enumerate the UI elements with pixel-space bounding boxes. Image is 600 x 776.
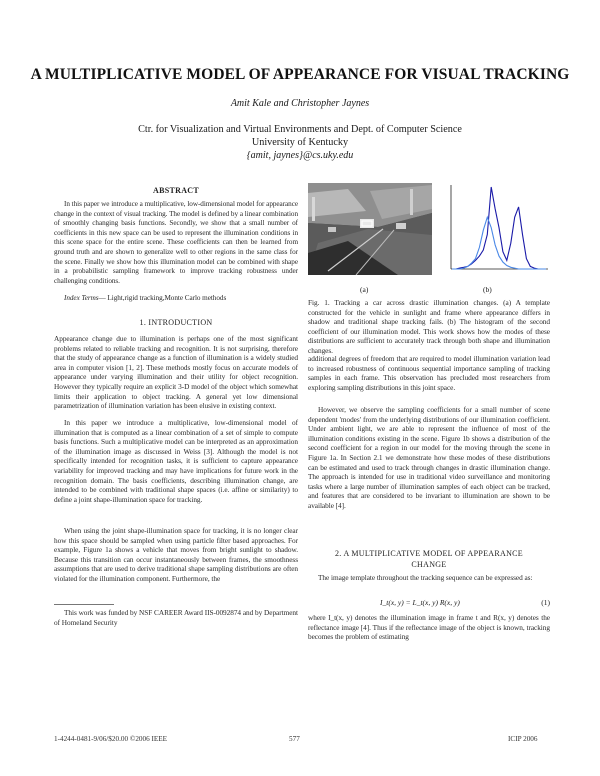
abstract-heading: ABSTRACT [153, 186, 199, 195]
affiliation-line-2: University of Kentucky [251, 137, 349, 148]
affiliation-line-1: Ctr. for Visualization and Virtual Environments and Dept. of Computer Science [138, 124, 462, 135]
footer-conference: ICIP 2006 [508, 735, 538, 743]
introduction-heading: 1. INTRODUCTION [139, 318, 213, 327]
footer-page-number: 577 [289, 735, 300, 743]
street-scene-image [308, 183, 432, 275]
equation-text: I_t(x, y) = L_t(x, y) R(x, y) [380, 598, 460, 607]
author-email: {amit, jaynes}@cs.uky.edu [246, 150, 354, 161]
figure-1a-photo [308, 183, 432, 275]
figure-1 [308, 183, 550, 283]
paper-title: A MULTIPLICATIVE MODEL OF APPEARANCE FOR VISUAL TRACKING [30, 66, 570, 83]
right-paragraph-1: additional degrees of freedom that are required to model illumination variation lead to increased robustness of continuous sequential importance sampling of tracking samples in each frame. This observation has precluded most researchers from exploring sampling distributions in this joint space. [308, 354, 550, 392]
index-terms-text: — Light,rigid tracking,Monte Carlo methods [98, 294, 227, 302]
index-terms-label: Index Terms [64, 294, 99, 302]
footnote: This work was funded by NSF CAREER Award IIS-0092874 and by Department of Homeland Security [54, 608, 298, 627]
right-paragraph-2: However, we observe the sampling coefficients for a small number of scene dependent 'modes' from the underlying distributions of our illumination coefficient. Under ambient light, we are able to represent the influence of most of the illumination conditions existing in the scene. Figure 1b shows a distribution of the second coefficient for a region in our model for the moving through the scene in Figure 1a. In Section 2.1 we demonstrate how these modes of these distributions can be estimated and used to track through changes in drastic illumination change. The approach is intended for use in traditional video surveillance and monitoring tasks where a large number of illumination samples of each object can be tracked, and features that are considered to be invariant to illumination are shown to be available [4]. [308, 405, 550, 510]
footnote-divider [54, 604, 114, 605]
figure-label-b: (b) [483, 285, 492, 294]
section-2-heading-line-2: CHANGE [411, 560, 447, 569]
authors: Amit Kale and Christopher Jaynes [230, 98, 370, 109]
equation-number: (1) [541, 598, 550, 607]
abstract-text: In this paper we introduce a multiplicative, low-dimensional model for appearance change in the context of visual tracking. The model is defined by a linear combination of smoothly changing basis functions. Secondly, we show that a small number of coefficients in this new space can be used to represent the illumination conditions in this scene space for the entire scene. These coefficients can then be learned from ground truth and are shown to generalize well to other regions in the same class for the scene. Finally we show how this illumination model can be combined with shape in a probabilistic sampling framework to improve tracking robustness under challenging conditions. [54, 200, 298, 285]
figure-1b-plot [448, 183, 550, 275]
section-2-heading-line-1: 2. A MULTIPLICATIVE MODEL OF APPEARANCE [334, 549, 523, 558]
intro-paragraph-2: In this paper we introduce a multiplicative, low-dimensional model of illumination that is computed as a linear combination of a set of simple to compute basis functions. Such a multiplicative model can be interpreted as an approximation of the illumination image as discussed in Weiss [3]. Although the model is not specifically intended for recognition tasks, it is sufficient to capture appearance variability for improved tracking and may have implications for future work in the recognition domain. The basis coefficients, describing illumination change, are intended to be combined with traditional shape spaces (i.e. affine or similarity) to define a joint shape-illumination space for tracking. [54, 418, 298, 504]
intro-paragraph-1: Appearance change due to illumination is perhaps one of the most significant problems related to reliable tracking and recognition. It is not surprising, therefore that the study of appearance change as a function of illumination is a widely studied area in computer vision [1, 2]. These methods mostly focus on accurate models of appearance under varying illumination and their utility for object recognition. However they typically require an explicit 3-D model of the object which somewhat limits their application to object tracking. A general yet low dimensional parametrization of illumination variation has been elusive in existing context. [54, 334, 298, 411]
section-2-heading [308, 548, 550, 570]
section-2-paragraph-2: where I_t(x, y) denotes the illumination image in frame t and R(x, y) denotes the reflectance image [4]. Thus if the reflectance image of the object is known, tracking becomes the problem of estimating [308, 613, 550, 642]
footer-isbn: 1-4244-0481-9/06/$20.00 ©2006 IEEE [54, 735, 168, 743]
figure-caption: Fig. 1. Tracking a car across drastic illumination changes. (a) A template constructed for the vehicle in sunlight and frame where appearance differs in shadow and traditional shape tracking fails. (b) The histogram of the second coefficient of our illumination model. This work shows how the modes of these distributions are sufficient to accurately track through both shape and illumination changes. [308, 298, 550, 355]
section-2-paragraph-1: The image template throughout the tracking sequence can be expressed as: [318, 573, 533, 582]
intro-paragraph-3: When using the joint shape-illumination space for tracking, it is no longer clear how this space should be sampled when using particle filter based approaches. For example, Figure 1a shows a vehicle that moves from bright sunlight to shadow. Because this transition can occur instantaneously between frames, the smoothness assumptions that are used to derive traditional shape sampling distributions are often violated for the illumination component. Furthermore, the [54, 526, 298, 583]
figure-label-a: (a) [360, 285, 369, 294]
index-terms [54, 294, 298, 304]
equation-1 [320, 598, 550, 610]
